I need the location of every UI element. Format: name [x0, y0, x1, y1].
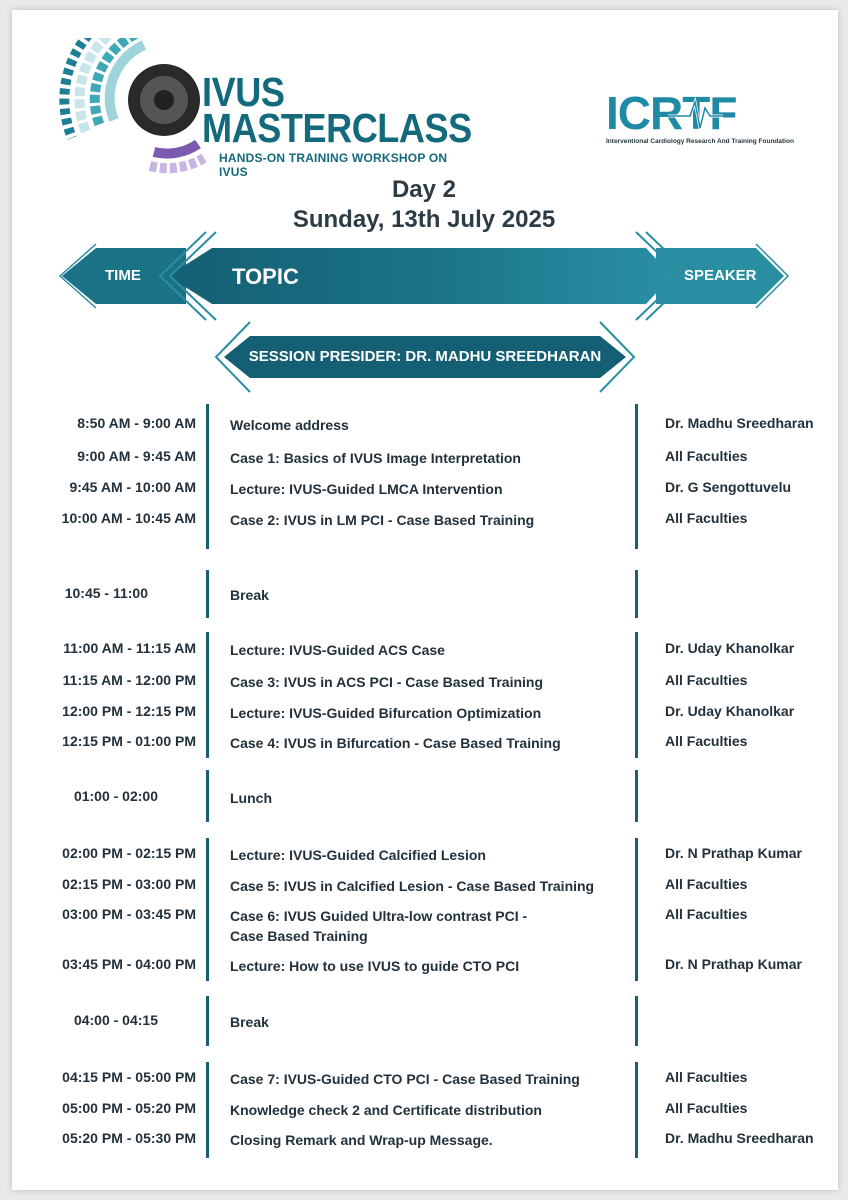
row-time: 12:15 PM - 01:00 PM: [62, 733, 196, 749]
column-header-time: TIME: [105, 267, 141, 284]
row-speaker: Dr. N Prathap Kumar: [665, 845, 802, 861]
divider-left: [206, 996, 209, 1046]
ivus-masterclass-logo: [56, 38, 472, 188]
row-topic: Case 5: IVUS in Calcified Lesion - Case Based Training: [230, 878, 595, 894]
ivus-fan-graphic: [56, 38, 226, 188]
logo-title: [202, 69, 472, 151]
row-time: 8:50 AM - 9:00 AM: [77, 415, 196, 431]
row-topic: Closing Remark and Wrap-up Message.: [230, 1132, 493, 1148]
row-speaker: Dr. Uday Khanolkar: [665, 640, 795, 656]
row-topic: Lecture: IVUS-Guided Calcified Lesion: [230, 847, 486, 863]
divider-right: [635, 996, 638, 1046]
row-time: 03:00 PM - 03:45 PM: [62, 906, 196, 922]
logo-subtitle: HANDS-ON TRAINING WORKSHOP ON IVUS: [219, 151, 448, 179]
row-topic: Case 7: IVUS-Guided CTO PCI - Case Based Training: [230, 1071, 580, 1087]
row-topic: Break: [230, 1014, 269, 1030]
divider-right: [635, 570, 638, 618]
row-topic: Case 2: IVUS in LM PCI - Case Based Training: [230, 512, 535, 528]
row-topic: Lunch: [230, 790, 272, 806]
divider-right: [635, 1062, 638, 1158]
logo-title-line2: MASTERCLASS: [202, 105, 472, 151]
session-presider: SESSION PRESIDER: DR. MADHU SREEDHARAN: [248, 348, 602, 365]
divider-right: [635, 632, 638, 758]
row-speaker: All Faculties: [665, 876, 748, 892]
row-time: 9:45 AM - 10:00 AM: [69, 479, 196, 495]
divider-right: [635, 770, 638, 822]
divider-left: [206, 770, 209, 822]
date-label: Sunday, 13th July 2025: [292, 206, 556, 233]
divider-left: [206, 1062, 209, 1158]
row-speaker: All Faculties: [665, 672, 748, 688]
row-speaker: Dr. Uday Khanolkar: [665, 703, 795, 719]
column-header-topic: TOPIC: [232, 264, 299, 289]
row-speaker: Dr. G Sengottuvelu: [665, 479, 792, 495]
row-speaker: Dr. N Prathap Kumar: [665, 956, 802, 972]
row-topic: Lecture: How to use IVUS to guide CTO PCI: [230, 958, 520, 974]
row-time: 10:45 - 11:00: [64, 585, 148, 601]
column-header-speaker: SPEAKER: [684, 267, 757, 284]
row-topic: Case 6: IVUS Guided Ultra-low contrast PCI - Case Based Training: [230, 908, 528, 944]
row-time: 11:15 AM - 12:00 PM: [62, 672, 196, 688]
row-topic: Case 1: Basics of IVUS Image Interpretation: [230, 450, 521, 466]
icrtf-logo: [598, 87, 794, 158]
row-speaker: All Faculties: [665, 1100, 748, 1116]
row-speaker: Dr. Madhu Sreedharan: [665, 415, 814, 431]
row-time: 02:00 PM - 02:15 PM: [62, 845, 196, 861]
divider-right: [635, 404, 638, 549]
divider-left: [206, 570, 209, 618]
row-time: 9:00 AM - 9:45 AM: [77, 448, 196, 464]
row-speaker: All Faculties: [665, 906, 748, 922]
row-speaker: Dr. Madhu Sreedharan: [665, 1130, 814, 1146]
divider-left: [206, 838, 209, 981]
divider-right: [635, 838, 638, 981]
row-time: 05:20 PM - 05:30 PM: [62, 1130, 196, 1146]
row-speaker: All Faculties: [665, 448, 748, 464]
row-time: 04:15 PM - 05:00 PM: [62, 1069, 196, 1085]
row-time: 10:00 AM - 10:45 AM: [61, 510, 196, 526]
divider-left: [206, 404, 209, 549]
row-topic: Lecture: IVUS-Guided ACS Case: [230, 642, 445, 658]
divider-left: [206, 632, 209, 758]
icrtf-wordmark: ICRTF: [606, 87, 737, 139]
row-time: 03:45 PM - 04:00 PM: [62, 956, 196, 972]
row-speaker: All Faculties: [665, 1069, 748, 1085]
row-time: 11:00 AM - 11:15 AM: [63, 640, 196, 656]
row-time: 12:00 PM - 12:15 PM: [62, 703, 196, 719]
heartbeat-icon: [598, 88, 788, 138]
row-topic: Break: [230, 587, 269, 603]
row-topic: Case 3: IVUS in ACS PCI - Case Based Training: [230, 674, 544, 690]
day-label: Day 2: [391, 176, 457, 203]
row-topic: Lecture: IVUS-Guided LMCA Intervention: [230, 481, 503, 497]
row-time: 05:00 PM - 05:20 PM: [62, 1100, 196, 1116]
row-time: 01:00 - 02:00: [73, 788, 158, 804]
row-topic: Knowledge check 2 and Certificate distribution: [230, 1102, 542, 1118]
row-topic: Lecture: IVUS-Guided Bifurcation Optimization: [230, 705, 542, 721]
logo-title-line1: IVUS: [202, 69, 285, 115]
column-header-banner: [56, 230, 792, 322]
icrtf-fullname: Interventional Cardiology Research And Training Foundation: [606, 138, 794, 145]
row-time: 04:00 - 04:15: [73, 1012, 158, 1028]
row-speaker: All Faculties: [665, 510, 748, 526]
row-topic: Case 4: IVUS in Bifurcation - Case Based Training: [230, 735, 561, 751]
row-topic: Welcome address: [230, 417, 349, 433]
row-time: 02:15 PM - 03:00 PM: [62, 876, 196, 892]
row-speaker: All Faculties: [665, 733, 748, 749]
